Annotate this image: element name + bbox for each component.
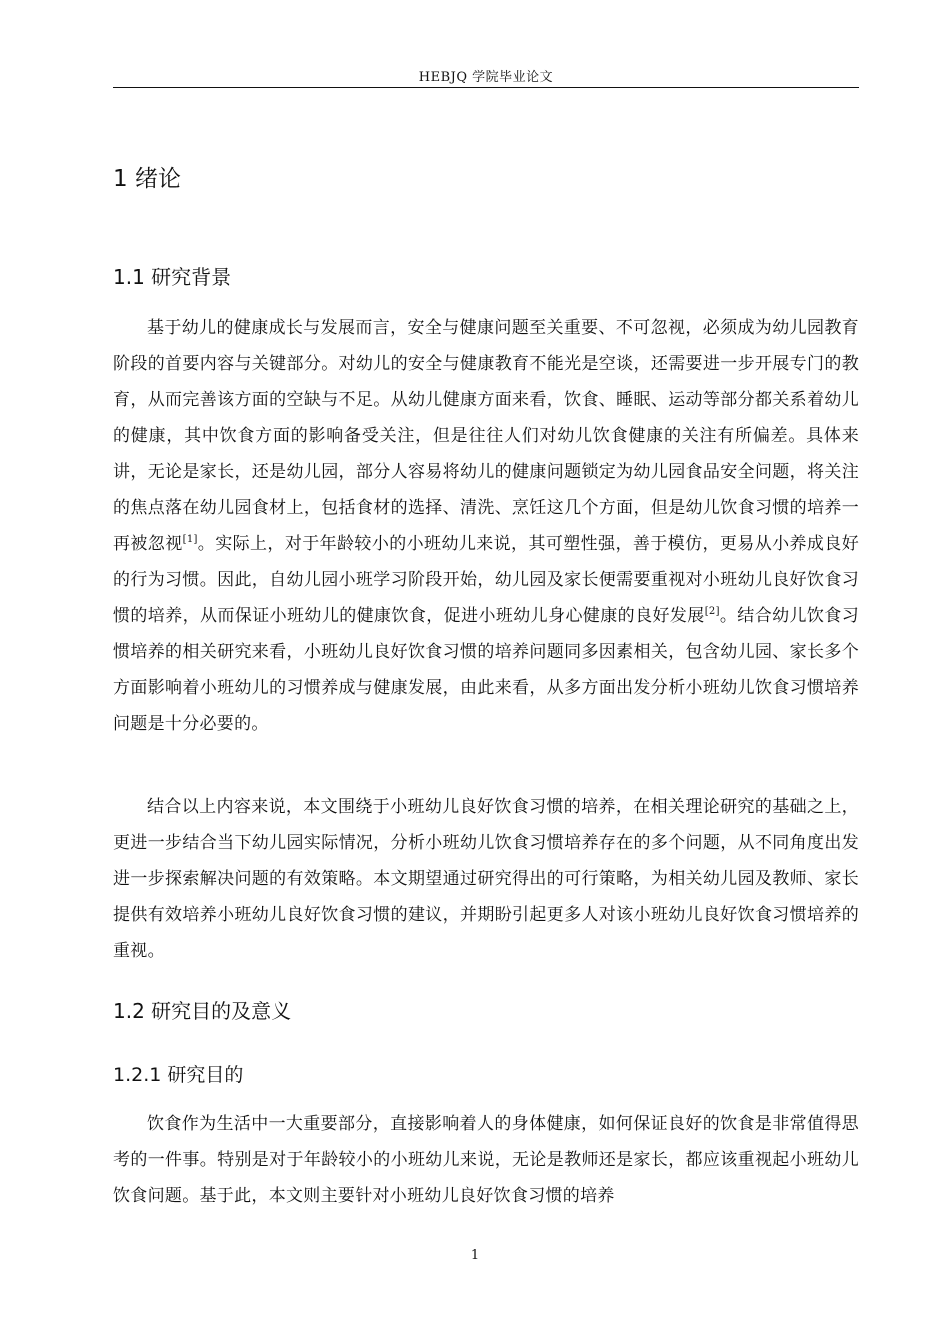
paragraph-background-2: 结合以上内容来说，本文围绕于小班幼儿良好饮食习惯的培养，在相关理论研究的基础之上，更进一步结合当下幼儿园实际情况，分析小班幼儿饮食习惯培养存在的多个问题，从不同角度出发进一步探索解决问题的有效策略。本文期望通过研究得出的可行策略，为相关幼儿园及教师、家长提供有效培养小班幼儿良好饮食习惯的建议，并期盼引起更多人对该小班幼儿良好饮食习惯培养的重视。 [113, 797, 859, 961]
paragraph-background-1 [113, 310, 859, 742]
citation-marker: [1] [182, 534, 198, 545]
page-number: 1 [470, 1248, 480, 1263]
citation-marker: [2] [704, 606, 720, 617]
section-heading-research-background: 1.1 研究背景 [113, 265, 232, 289]
chapter-heading: 1 绪论 [113, 166, 181, 192]
paragraph-text: 。实际上，对于年龄较小的小班幼儿来说，其可塑性强，善于模仿，更易从小养成良好的行为习惯。因此，自幼儿园小班学习阶段开始，幼儿园及家长便需要重视对小班幼儿良好饮食习惯的培养，从而保证小班幼儿的健康饮食，促进小班幼儿身心健康的良好发展 [113, 534, 860, 626]
page-header: HEBJQ 学院毕业论文 [418, 70, 554, 85]
section-heading-purpose-significance: 1.2 研究目的及意义 [113, 999, 292, 1023]
paragraph-purpose-1: 饮食作为生活中一大重要部分，直接影响着人的身体健康，如何保证良好的饮食是非常值得思考的一件事。特别是对于年龄较小的小班幼儿来说，无论是教师还是家长，都应该重视起小班幼儿饮食问题。基于此，本文则主要针对小班幼儿良好饮食习惯的培养 [113, 1114, 859, 1206]
header-divider [113, 87, 859, 88]
paragraph-text: 基于幼儿的健康成长与发展而言，安全与健康问题至关重要、不可忽视，必须成为幼儿园教育阶段的首要内容与关键部分。对幼儿的安全与健康教育不能光是空谈，还需要进一步开展专门的教育，从而完善该方面的空缺与不足。从幼儿健康方面来看，饮食、睡眠、运动等部分都关系着幼儿的健康，其中饮食方面的影响备受关注，但是往往人们对幼儿饮食健康的关注有所偏差。具体来讲，无论是家长，还是幼儿园，部分人容易将幼儿的健康问题锁定为幼儿园食品安全问题，将关注的焦点落在幼儿园食材上，包括食材的选择、清洗、烹饪这几个方面，但是幼儿饮食习惯的培养一再被忽视 [113, 318, 859, 554]
subsection-heading-purpose: 1.2.1 研究目的 [113, 1064, 244, 1086]
paragraph-text: 。结合幼儿饮食习惯培养的相关研究来看，小班幼儿良好饮食习惯的培养问题同多因素相关，包含幼儿园、家长多个方面影响着小班幼儿的习惯养成与健康发展，由此来看，从多方面出发分析小班幼儿饮食习惯培养问题是十分必要的。 [113, 606, 860, 734]
